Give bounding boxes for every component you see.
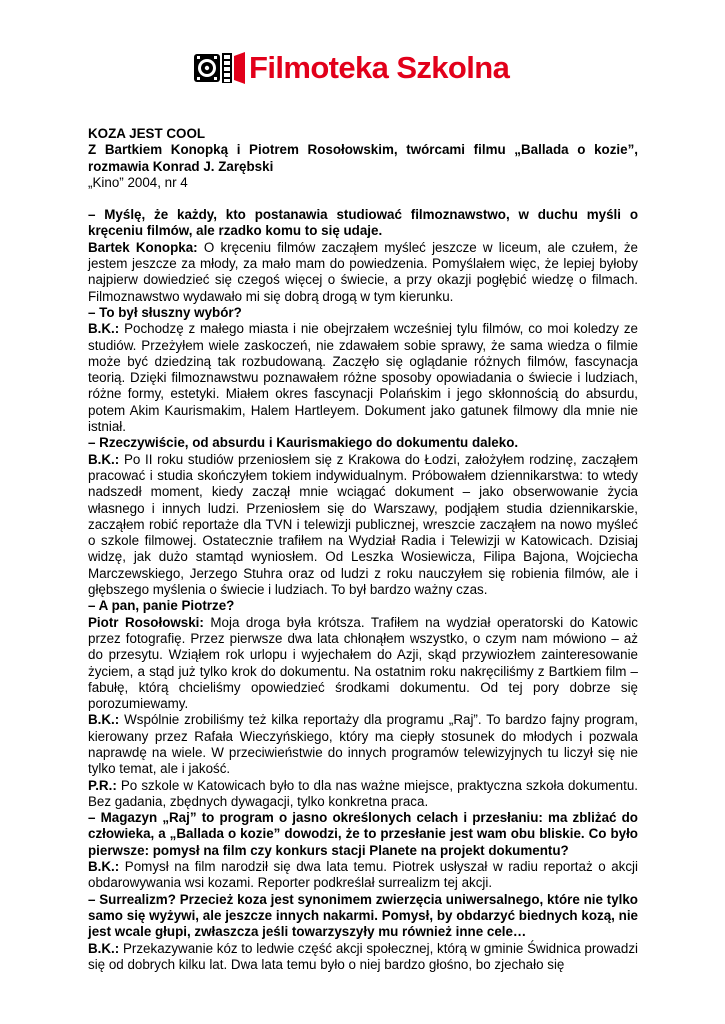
speaker-label: B.K.:	[88, 712, 120, 728]
interview-answer	[88, 615, 638, 713]
answer-text: Pochodzę z małego miasta i nie obejrzałem wcześniej tylu filmów, co moi koledzy ze studiów. Przeżyłem wiele zaskoczeń, nie zdawałem sobie sprawy, że sama wiedza o filmie może być dziedziną tak rozbudowaną. Zaczęło się oglądanie różnych filmów, fascynacja teorią. Dzięki filmoznawstwu poznawałem różne sposoby opowiadania o świecie i ludziach, różne formy, estetyki. Miałem okres fascynacji Polańskim i jego skłonnością do absurdu, potem Akim Kaurismakim, Halem Hartleyem. Dokument jako gatunek filmowy dla mnie nie istniał.	[88, 321, 638, 435]
interview-answer	[88, 712, 638, 777]
interview-text	[88, 126, 638, 973]
interview-question: – Myślę, że każdy, kto postanawia studiować filmoznawstwo, w duchu myśli o kręceniu filmów, ale rzadko komu to się udaje.	[88, 207, 638, 239]
interview-blocks	[88, 207, 638, 973]
interview-answer	[88, 941, 638, 974]
interview-question: – Rzeczywiście, od absurdu i Kaurismakiego do dokumentu daleko.	[88, 435, 519, 451]
interview-answer	[88, 240, 638, 305]
interview-question: – A pan, panie Piotrze?	[88, 598, 235, 614]
interview-answer	[88, 859, 638, 892]
answer-text: Po II roku studiów przeniosłem się z Krakowa do Łodzi, założyłem rodzinę, zacząłem pracować i studia skończyłem tokiem indywidualnym. Próbowałem dziennikarstwa: to wtedy nadszedł moment, kiedy zaczął mnie wciągać dokument – jako obserwowanie życia własnego i innych ludzi. Przeniosłem się do Warszawy, podjąłem studia dziennikarskie, zacząłem robić reportaże dla TVN i telewizji publicznej, wreszcie zacząłem na nowo myśleć o szkole filmowej. Ostatecznie trafiłem na Wydział Radia i Telewizji w Katowicach. Dzisiaj widzę, jak dużo stamtąd wyniosłem. Od Leszka Wosiewicza, Filipa Bajona, Wojciecha Marczewskiego, Jerzego Stuhra oraz od ludzi z roku nauczyłem się robienia filmów, ale i głębszego myślenia o świecie i ludziach. To był bardzo ważny czas.	[88, 451, 638, 598]
interview-question: – Surrealizm? Przecież koza jest synonimem zwierzęcia uniwersalnego, które nie tylko samo się wyżywi, ale jeszcze innych nakarmi. Pomysł, by obdarzyć biednych kozą, nie jest wcale głupi, zwłaszcza jeśli towarzyszyły mu również inne cele…	[88, 891, 638, 940]
article-source: „Kino” 2004, nr 4	[88, 174, 188, 190]
answer-text: O kręceniu filmów zacząłem myśleć jeszcze w liceum, ale czułem, że jestem jeszcze za młody, za mało mam do powiedzenia. Pomyślałem więc, że lepiej byłoby najpierw dowiedzieć się czegoś więcej o świecie, a przy okazji pogłębić wiedzę o filmach. Filmoznawstwo wydawało mi się dobrą drogą w tym kierunku.	[88, 239, 638, 304]
answer-text: Pomysł na film narodził się dwa lata temu. Piotrek usłyszał w radiu reportaż o akcji obdarowywania wsi kozami. Reporter podkreślał surrealizm tej akcji.	[88, 859, 638, 891]
filmoteka-logo	[193, 48, 509, 88]
speaker-label: Piotr Rosołowski:	[88, 614, 204, 630]
answer-text: Przekazywanie kóz to ledwie część akcji społecznej, którą w gminie Świdnica prowadzi się od dobrych kilku lat. Dwa lata temu było o niej bardzo głośno, bo zjechało się	[88, 940, 638, 972]
brand-name: Filmoteka Szkolna	[249, 50, 510, 85]
answer-text: Po szkole w Katowicach było to dla nas ważne miejsce, praktyczna szkoła dokumentu. Bez gadania, zbędnych dywagacji, tylko konkretna praca.	[88, 777, 638, 809]
speaker-label: Bartek Konopka:	[88, 239, 198, 255]
speaker-label: B.K.:	[88, 451, 120, 467]
interview-answer	[88, 321, 638, 435]
film-camera-logo-icon	[193, 50, 247, 86]
interview-answer	[88, 778, 638, 811]
speaker-label: B.K.:	[88, 940, 120, 956]
article-title: KOZA JEST COOL	[88, 126, 206, 141]
spacer	[88, 191, 638, 207]
interview-question: – Magazyn „Raj” to program o jasno określonych celach i przesłaniu: ma zbliżać do człowieka, a „Ballada o kozie” dowodzi, że to przesłanie jest wam obu bliskie. Co było pierwsze: pomysł na film czy konkurs stacji Planete na projekt dokumentu?	[88, 810, 638, 858]
answer-text: Wspólnie zrobiliśmy też kilka reportaży dla programu „Raj”. To bardzo fajny program, kierowany przez Rafała Wieczyńskiego, który ma ciepły stosunek do młodych i pozwala naprawdę na wiele. W przeciwieństwie do innych programów telewizyjnych tu liczył się nie tylko temat, ale i jakość.	[88, 712, 638, 777]
article-subtitle: Z Bartkiem Konopką i Piotrem Rosołowskim, twórcami filmu „Ballada o kozie”, rozmawia Konrad J. Zarębski	[88, 142, 638, 174]
speaker-label: B.K.:	[88, 859, 120, 875]
interview-answer	[88, 452, 638, 599]
answer-text: Moja droga była krótsza. Trafiłem na wydział operatorski do Katowic przez fotografię. Przez pierwsze dwa lata chłonąłem wszystko, o czym nam mówiono – aż do przesytu. Wziąłem rok urlopu i wyjechałem do Azji, skąd przywiozłem zainteresowanie życiem, a stąd już tylko krok do dokumentu. Na ostatnim roku nakręciliśmy z Bartkiem film – fabułę, którą chcieliśmy opowiedzieć środkami dokumentu. Od tej pory dobrze się porozumiewamy.	[88, 614, 638, 712]
speaker-label: B.K.:	[88, 321, 120, 337]
speaker-label: P.R.:	[88, 777, 117, 793]
interview-question: – To był słuszny wybór?	[88, 304, 242, 320]
